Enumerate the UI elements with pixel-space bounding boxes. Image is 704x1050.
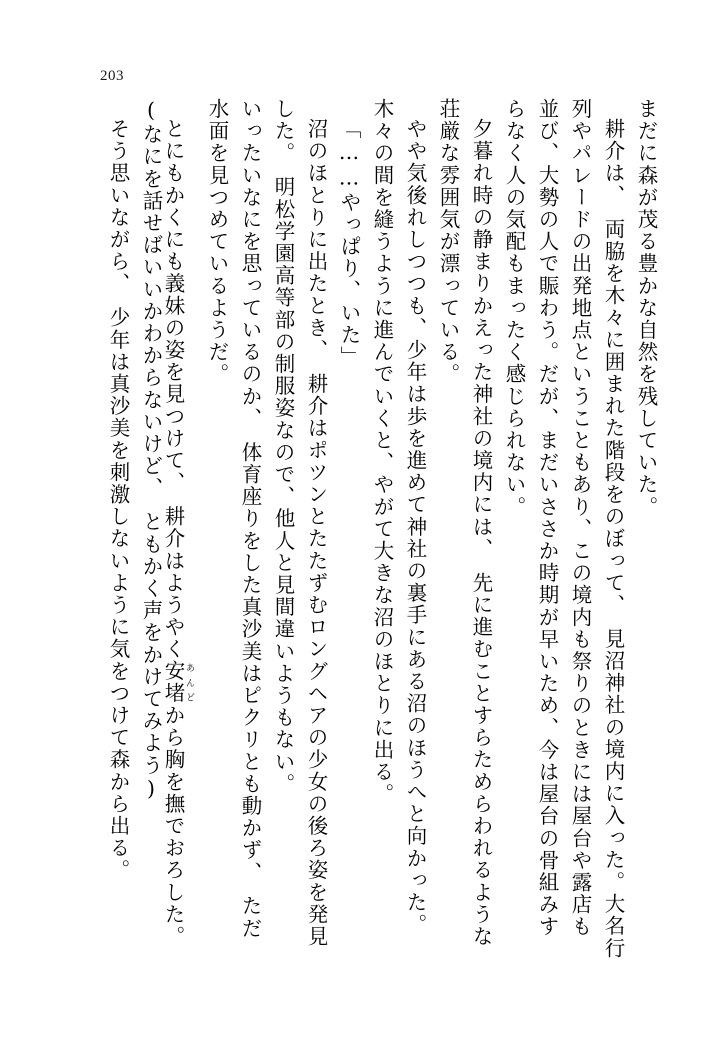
text-line: 夕暮れ時の静まりかえった神社の境内には、 先に進むことすらためらわれるような [469, 118, 493, 948]
text-line: 耕介は、 両脇を木々に囲まれた階段をのぼって、 見沼神社の境内に入った。大名行 [601, 118, 625, 960]
text-line: まだに森が茂る豊かな自然を残していた。 [634, 98, 658, 518]
text-line: (なにを話せばいいかわからないけど、 ともかく声をかけてみよう) [139, 98, 163, 802]
ruby-annotation: 安堵 あんど [161, 660, 194, 705]
text-line: そう思いながら、 少年は真沙美を刺激しないように気をつけて森から出る。 [106, 118, 130, 882]
text-line: 沼のほとりに出たとき、 耕介はポツンとたたずむロングヘアの少女の後ろ姿を発見 [304, 118, 328, 948]
text-line: 木々の間を縫うように進んでいくと、やがて大きな沼のほとりに出る。 [370, 98, 394, 806]
text-line: 「……やっぱり、いた」 [337, 118, 361, 369]
vertical-text-body [52, 98, 656, 978]
text-line: やや気後れしつつも、少年は歩を進めて神社の裏手にある沼のほうへと向かった。 [403, 118, 427, 936]
text-line: した。 明松学園高等部の制服姿なので、他人と見間違いようもない。 [271, 98, 295, 795]
page-number: 203 [100, 68, 124, 84]
text-line: らなく人の気配もまったく感じられない。 [502, 98, 526, 518]
text-line: 列やパレードの出発地点ということもあり、この境内も祭りのときには屋台や露店も [568, 98, 592, 938]
text-line: いったいなにを思っているのか、 体育座りをした真沙美はピクリとも動かず、 ただ [238, 98, 262, 940]
text-line: 水面を見つめているようだ。 [205, 98, 229, 386]
text-line: 荘厳な雰囲気が漂っている。 [436, 98, 460, 386]
text-line: 並び、大勢の人で賑わう。だが、まだいささか時期が早いため、今は屋台の骨組みす [535, 98, 559, 938]
text-line: とにもかくにも義妹の姿を見つけて、 耕介はようやく安堵 あんどから胸を撫でおろした。 [161, 118, 194, 948]
